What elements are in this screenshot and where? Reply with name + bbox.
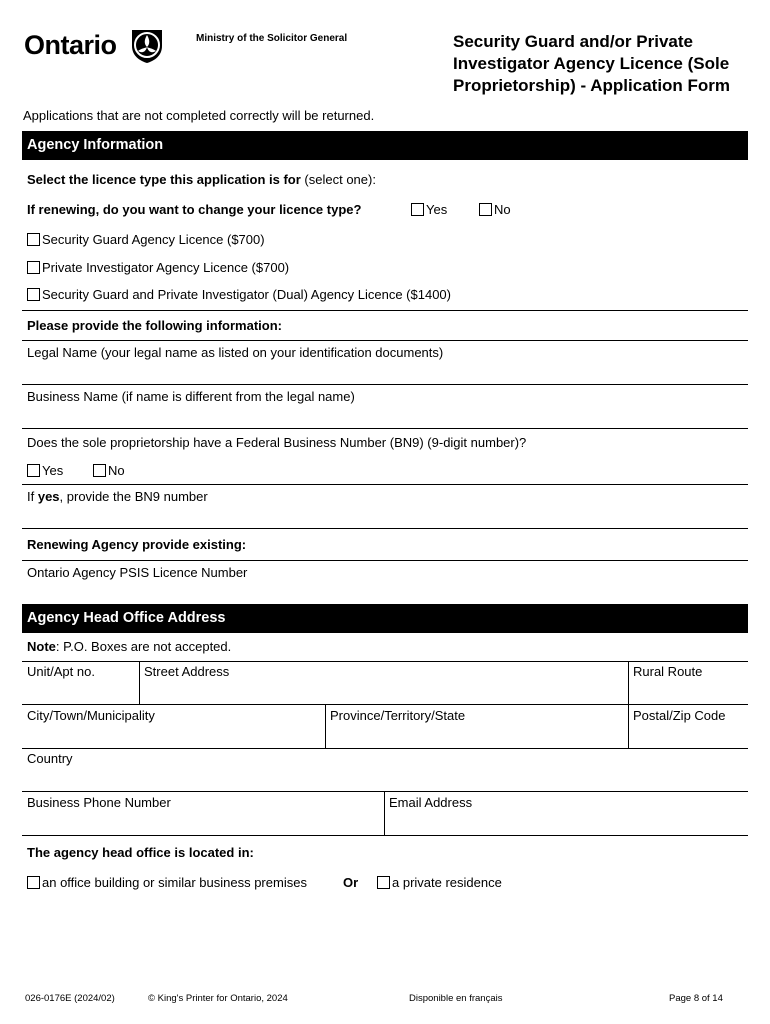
return-notice: Applications that are not completed correctly will be returned. — [23, 108, 375, 123]
bn9-number-field[interactable] — [22, 506, 748, 528]
street-label: Street Address — [144, 664, 230, 679]
licence-private-investigator-checkbox[interactable] — [27, 261, 40, 274]
bn9-question: Does the sole proprietorship have a Federal Business Number (BN9) (9-digit number)? — [27, 435, 527, 450]
renewing-agency-heading: Renewing Agency provide existing: — [27, 537, 247, 552]
phone-label: Business Phone Number — [27, 795, 171, 810]
bn9-if-suffix: , provide the BN9 number — [59, 489, 208, 504]
divider — [22, 384, 748, 385]
licence-option-security-guard[interactable] — [27, 232, 265, 247]
licence-option-private-investigator[interactable] — [27, 260, 289, 275]
form-title-line-1: Security Guard and/or Private — [453, 32, 693, 51]
email-label: Email Address — [389, 795, 473, 810]
form-title-line-3: Proprietorship) - Application Form — [453, 76, 731, 95]
bn9-yes-label: Yes — [42, 463, 64, 478]
business-name-label: Business Name (if name is different from the legal name) — [27, 389, 355, 404]
email-field[interactable] — [385, 812, 748, 835]
licence-option-dual[interactable] — [27, 287, 451, 302]
street-field[interactable] — [140, 680, 628, 704]
select-licence-type-rest: (select one): — [300, 172, 376, 187]
form-number: 026-0176E (2024/02) — [25, 993, 115, 1004]
renew-change-yes-checkbox[interactable] — [411, 203, 424, 216]
legal-name-label: Legal Name (your legal name as listed on your identification documents) — [27, 345, 444, 360]
divider — [22, 835, 748, 836]
phone-field[interactable] — [22, 812, 384, 835]
licence-dual-label: Security Guard and Private Investigator (Dual) Agency Licence ($1400) — [42, 287, 451, 302]
location-residence-checkbox[interactable] — [377, 876, 390, 889]
unit-label: Unit/Apt no. — [27, 664, 95, 679]
select-licence-type-label — [27, 172, 376, 187]
page-number: Page 8 of 14 — [669, 993, 723, 1004]
provide-info-heading: Please provide the following information: — [27, 318, 282, 333]
ministry-name: Ministry of the Solicitor General — [196, 33, 348, 44]
trillium-logo-icon — [128, 26, 166, 64]
unit-field[interactable] — [22, 680, 139, 704]
postal-field[interactable] — [629, 724, 748, 748]
bn9-number-label — [27, 489, 208, 504]
licence-dual-checkbox[interactable] — [27, 288, 40, 301]
renew-change-no-checkbox[interactable] — [479, 203, 492, 216]
bn9-if-yes-bold: yes — [37, 489, 60, 504]
divider — [22, 560, 748, 561]
form-title-line-2: Investigator Agency Licence (Sole — [453, 54, 730, 73]
country-label: Country — [27, 751, 73, 766]
renew-change-yes[interactable] — [411, 202, 447, 217]
french-available: Disponible en français — [409, 993, 503, 1004]
agency-information-heading: Agency Information — [22, 131, 748, 160]
licence-security-guard-label: Security Guard Agency Licence ($700) — [42, 232, 265, 247]
province-label: Province/Territory/State — [330, 708, 466, 723]
city-label: City/Town/Municipality — [27, 708, 155, 723]
or-text: Or — [343, 875, 359, 890]
renew-change-no[interactable] — [479, 202, 511, 217]
bn9-yes[interactable] — [27, 463, 63, 478]
divider — [22, 704, 748, 705]
renew-change-no-label: No — [494, 202, 511, 217]
po-box-note — [27, 639, 231, 654]
location-residence-label: a private residence — [392, 875, 502, 890]
business-name-field[interactable] — [22, 406, 748, 428]
divider — [22, 310, 748, 311]
rural-route-field[interactable] — [629, 680, 748, 704]
rural-route-label: Rural Route — [633, 664, 703, 679]
licence-security-guard-checkbox[interactable] — [27, 233, 40, 246]
location-office-checkbox[interactable] — [27, 876, 40, 889]
select-licence-type-bold: Select the licence type this application is for — [27, 172, 301, 187]
licence-private-investigator-label: Private Investigator Agency Licence ($700) — [42, 260, 290, 275]
form-title — [453, 31, 763, 97]
divider — [22, 340, 748, 341]
renew-change-yes-label: Yes — [426, 202, 448, 217]
bn9-yes-checkbox[interactable] — [27, 464, 40, 477]
city-field[interactable] — [22, 724, 325, 748]
postal-label: Postal/Zip Code — [633, 708, 726, 723]
ontario-logo-text: Ontario — [24, 30, 117, 60]
bn9-no-checkbox[interactable] — [93, 464, 106, 477]
bn9-no[interactable] — [93, 463, 125, 478]
province-field[interactable] — [326, 724, 628, 748]
divider — [22, 528, 748, 529]
location-residence-option[interactable] — [377, 875, 502, 890]
divider — [22, 661, 748, 662]
note-rest: : P.O. Boxes are not accepted. — [55, 639, 232, 654]
renew-change-question: If renewing, do you want to change your licence type? — [27, 202, 362, 217]
divider — [22, 428, 748, 429]
psis-licence-label: Ontario Agency PSIS Licence Number — [27, 565, 248, 580]
location-office-option[interactable] — [27, 875, 307, 890]
head-office-heading: Agency Head Office Address — [22, 604, 748, 633]
copyright: © King's Printer for Ontario, 2024 — [148, 993, 288, 1004]
divider — [22, 748, 748, 749]
country-field[interactable] — [22, 768, 748, 791]
divider — [22, 484, 748, 485]
bn9-no-label: No — [108, 463, 125, 478]
location-office-label: an office building or similar business premises — [42, 875, 307, 890]
divider — [22, 791, 748, 792]
psis-licence-field[interactable] — [22, 582, 748, 602]
located-heading: The agency head office is located in: — [27, 845, 254, 860]
bn9-if-prefix: If — [27, 489, 38, 504]
note-bold: Note — [27, 639, 56, 654]
legal-name-field[interactable] — [22, 362, 748, 384]
